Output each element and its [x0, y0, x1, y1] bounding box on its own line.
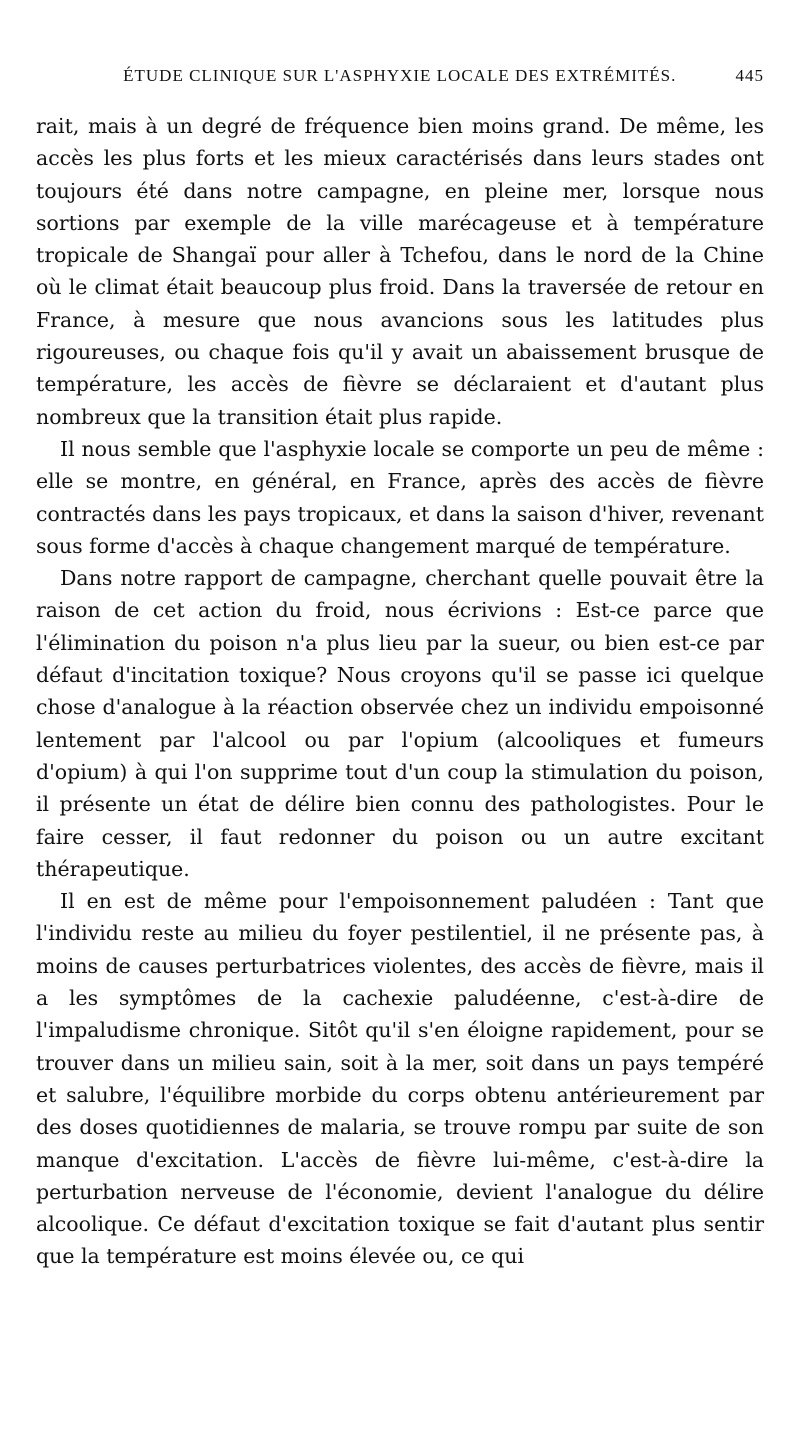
book-page: [36, 66, 764, 1273]
running-title: ÉTUDE CLINIQUE SUR L'ASPHYXIE LOCALE DES EXTRÉMITÉS.: [123, 66, 677, 85]
paragraph: Il en est de même pour l'empoisonnement paludéen : Tant que l'individu reste au milieu du foyer pestilentiel, il ne présente pas, à moins de causes perturbatrices violentes, des accès de fièvre, mais il a les symptômes de la cachexie paludéenne, c'est-à-dire de l'impaludisme chronique. Sitôt qu'il s'en éloigne rapidement, pour se trouver dans un milieu sain, soit à la mer, soit dans un pays tempéré et salubre, l'équilibre morbide du corps obtenu antérieurement par des doses quotidiennes de malaria, se trouve rompu par suite de son manque d'excitation. L'accès de fièvre lui-même, c'est-à-dire la perturbation nerveuse de l'économie, devient l'analogue du délire alcoolique. Ce défaut d'excitation toxique se fait d'autant plus sentir que la température est moins élevée ou, ce qui: [36, 889, 764, 1269]
paragraph: Il nous semble que l'asphyxie locale se comporte un peu de même : elle se montre, en général, en France, après des accès de fièvre contractés dans les pays tropicaux, et dans la saison d'hiver, revenant sous forme d'accès à chaque changement marqué de température.: [36, 436, 764, 558]
body-text: [36, 110, 764, 1273]
paragraph-continuation: rait, mais à un degré de fréquence bien moins grand. De même, les accès les plus forts et les mieux caractérisés dans leurs stades ont toujours été dans notre campagne, en pleine mer, lorsque nous sortions par exemple de la ville marécageuse et à température tropicale de Shangaï pour aller à Tchefou, dans le nord de la Chine où le climat était beaucoup plus froid. Dans la traversée de retour en France, à mesure que nous avancions sous les latitudes plus rigoureuses, ou chaque fois qu'il y avait un abaissement brusque de température, les accès de fièvre se déclaraient et d'autant plus nombreux que la transition était plus rapide.: [36, 114, 764, 429]
page-number: 445: [735, 66, 764, 85]
paragraph: Dans notre rapport de campagne, cherchant quelle pouvait être la raison de cet action du froid, nous écrivions : Est-ce parce que l'élimination du poison n'a plus lieu par la sueur, ou bien est-ce par défaut d'incitation toxique? Nous croyons qu'il se passe ici quelque chose d'analogue à la réaction observée chez un individu empoisonné lentement par l'alcool ou par l'opium (alcooliques et fumeurs d'opium) à qui l'on supprime tout d'un coup la stimulation du poison, il présente un état de délire bien connu des pathologistes. Pour le faire cesser, il faut redonner du poison ou un autre excitant thérapeutique.: [36, 566, 764, 881]
running-head: [36, 66, 764, 110]
